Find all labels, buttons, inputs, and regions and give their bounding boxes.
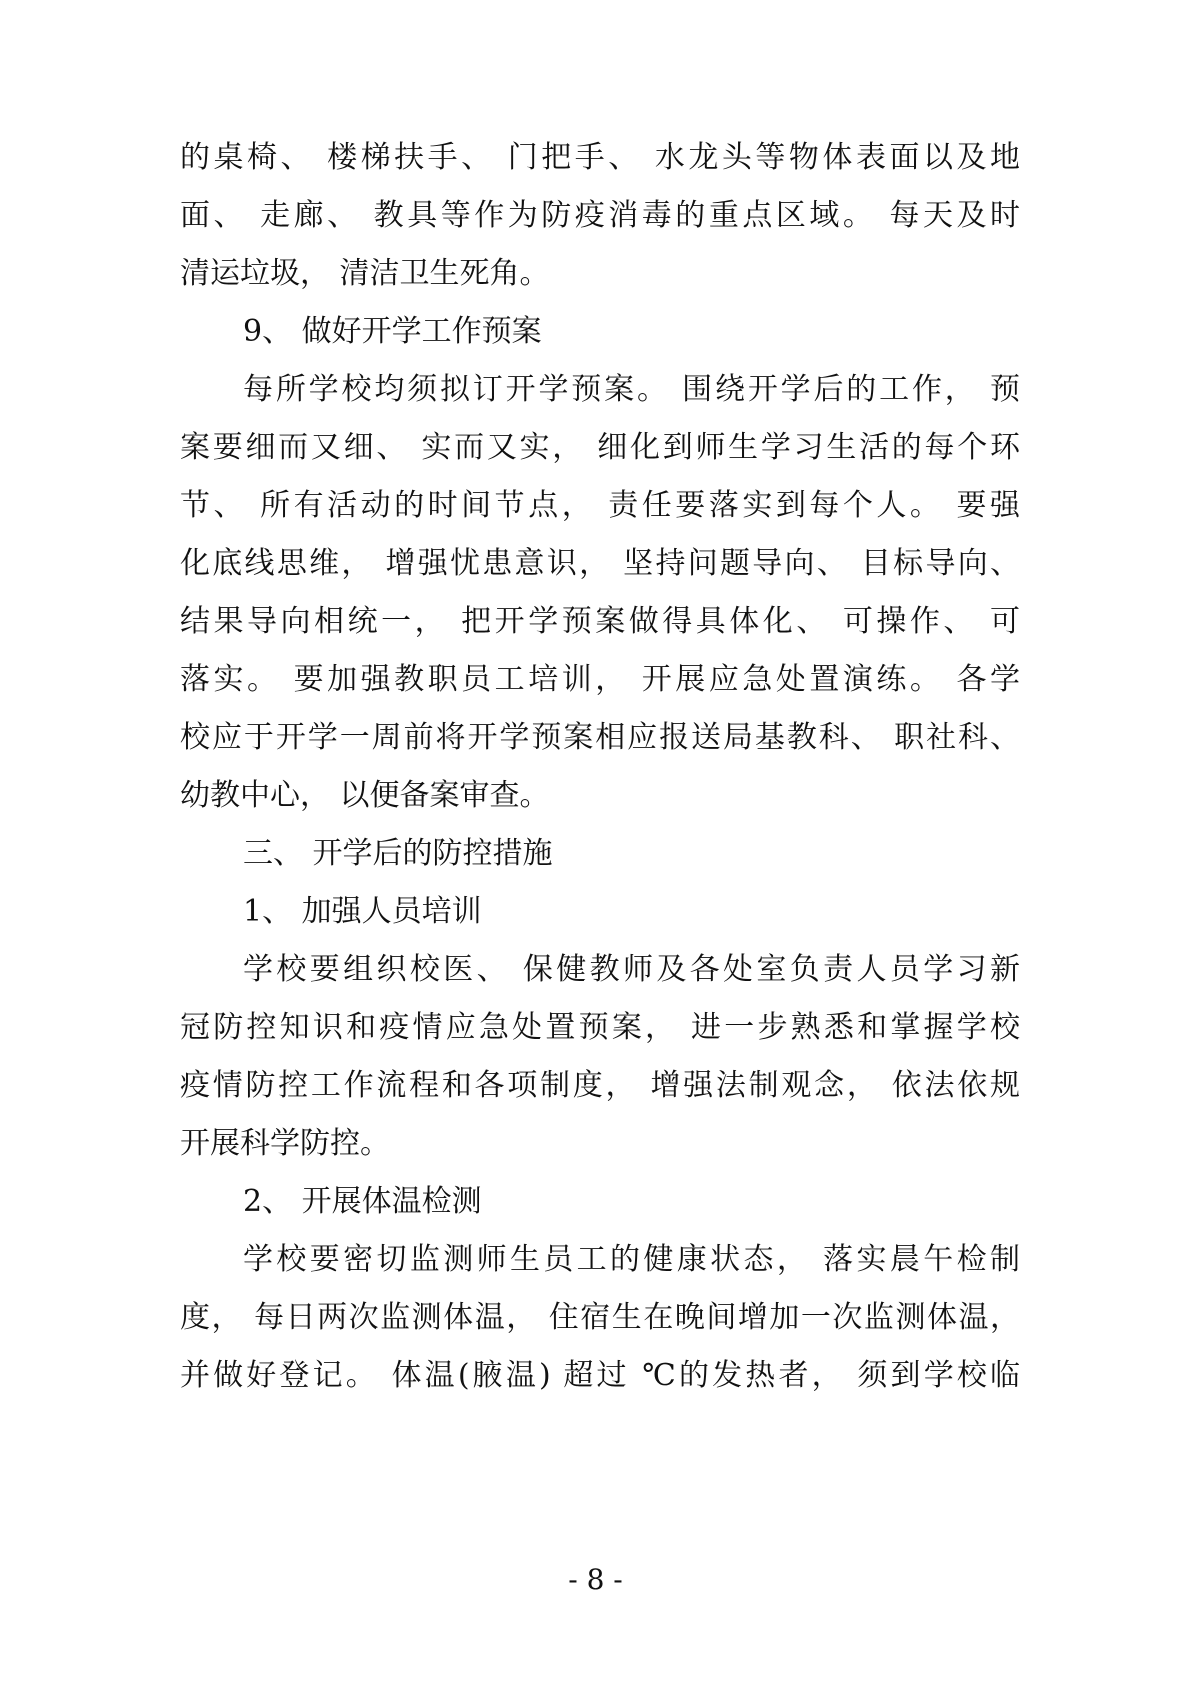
subsection-heading: 1、 加强人员培训	[243, 894, 482, 929]
text-line: 的桌椅、 楼梯扶手、 门把手、 水龙头等物体表面以及地	[180, 140, 1020, 175]
section-heading: 三、 开学后的防控措施	[243, 836, 553, 871]
page-number: - 8 -	[568, 1563, 623, 1596]
text-line: 面、 走廊、 教具等作为防疫消毒的重点区域。 每天及时	[180, 198, 1020, 233]
text-line: 疫情防控工作流程和各项制度， 增强法制观念， 依法依规	[180, 1068, 1020, 1103]
section-heading: 9、 做好开学工作预案	[243, 314, 542, 349]
text-line: 学校要密切监测师生员工的健康状态， 落实晨午检制	[243, 1242, 1020, 1277]
text-line: 每所学校均须拟订开学预案。 围绕开学后的工作， 预	[243, 372, 1020, 407]
text-line: 度， 每日两次监测体温， 住宿生在晚间增加一次监测体温，	[180, 1300, 1020, 1335]
text-line: 清运垃圾， 清洁卫生死角。	[180, 256, 550, 291]
text-line: 节、 所有活动的时间节点， 责任要落实到每个人。 要强	[180, 488, 1020, 523]
text-line: 化底线思维， 增强忧患意识， 坚持问题导向、 目标导向、	[180, 546, 1020, 581]
text-line: 案要细而又细、 实而又实， 细化到师生学习生活的每个环	[180, 430, 1020, 465]
text-line: 并做好登记。 体温(腋温) 超过 ℃的发热者， 须到学校临	[180, 1358, 1020, 1393]
text-line: 冠防控知识和疫情应急处置预案， 进一步熟悉和掌握学校	[180, 1010, 1020, 1045]
text-line: 开展科学防控。	[180, 1126, 390, 1161]
text-line: 落实。 要加强教职员工培训， 开展应急处置演练。 各学	[180, 662, 1020, 697]
subsection-heading: 2、 开展体温检测	[243, 1184, 482, 1219]
text-line: 结果导向相统一， 把开学预案做得具体化、 可操作、 可	[180, 604, 1020, 639]
text-line: 校应于开学一周前将开学预案相应报送局基教科、 职社科、	[180, 720, 1020, 755]
text-line: 学校要组织校医、 保健教师及各处室负责人员学习新	[243, 952, 1020, 987]
text-line: 幼教中心， 以便备案审查。	[180, 778, 550, 813]
